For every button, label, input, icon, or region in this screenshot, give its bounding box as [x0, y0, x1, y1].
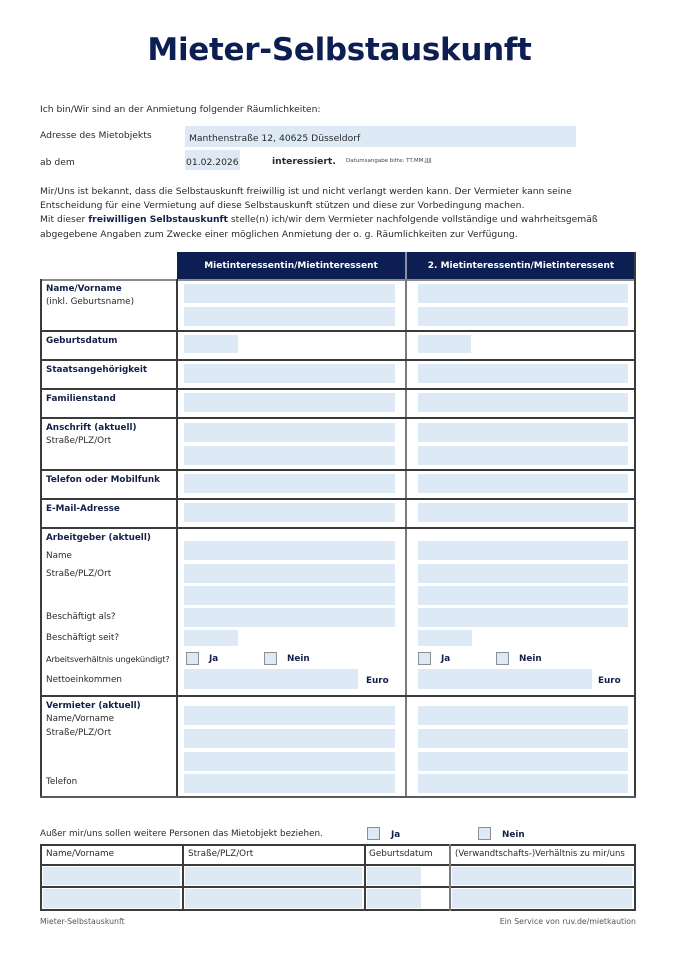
- income-field-1[interactable]: [184, 669, 358, 689]
- row-divider: [40, 527, 636, 529]
- others-header-birthdate: Geburtsdatum: [369, 849, 433, 859]
- employer-name-field-2[interactable]: [418, 541, 628, 560]
- disclaimer-line-1: Mir/Uns ist bekannt, dass die Selbstauskunft freiwillig ist und nicht verlangt werden kann. Der Vermieter kann seine: [40, 186, 572, 197]
- nationality-label: Staatsangehörigkeit: [46, 365, 148, 375]
- phone-field-1[interactable]: [184, 474, 395, 493]
- employer-label: Arbeitgeber (aktuell): [46, 533, 151, 543]
- others-relationship-field-1[interactable]: [452, 867, 632, 885]
- unterminated-yes-label-2: Ja: [441, 654, 451, 664]
- label-col-border: [176, 279, 178, 798]
- employer-street-field-2a[interactable]: [418, 564, 628, 583]
- income-label: Nettoeinkommen: [46, 675, 122, 685]
- landlord-phone-field-2[interactable]: [418, 774, 628, 793]
- table-right-border: [634, 252, 636, 798]
- address-row-sublabel: Straße/PLZ/Ort: [46, 436, 112, 446]
- others-header-relationship: (Verwandtschafts-)Verhältnis zu mir/uns: [455, 849, 625, 859]
- currency-label-2: Euro: [598, 676, 621, 686]
- current-address-field-1b[interactable]: [184, 446, 395, 465]
- table-top-border: [40, 279, 636, 281]
- disclaimer-line-4: abgegebene Angaben zum Zwecke einer möglichen Anmietung der o. g. Räumlichkeiten zur Verfügung.: [40, 228, 518, 240]
- marital-field-2[interactable]: [418, 393, 628, 412]
- name-sublabel: (inkl. Geburtsname): [46, 297, 134, 307]
- marital-label: Familienstand: [46, 394, 116, 404]
- email-label: E-Mail-Adresse: [46, 504, 120, 514]
- other-persons-question: Außer mir/uns sollen weitere Personen das Mietobjekt beziehen.: [40, 829, 323, 839]
- unterminated-no-label-1: Nein: [287, 654, 310, 664]
- row-divider: [40, 498, 636, 500]
- unterminated-yes-checkbox-2[interactable]: [418, 652, 431, 665]
- footer-left: Mieter-Selbstauskunft: [40, 917, 125, 926]
- employer-street-field-2b[interactable]: [418, 586, 628, 605]
- table-left-border: [40, 279, 42, 798]
- phone-label: Telefon oder Mobilfunk: [46, 475, 161, 485]
- disclaimer-line-3-post: stelle(n) ich/wir dem Vermieter nachfolgende vollständige und wahrheitsgemäß: [227, 214, 598, 226]
- name-field-1b[interactable]: [184, 307, 395, 326]
- income-field-2[interactable]: [418, 669, 592, 689]
- current-address-field-2b[interactable]: [418, 446, 628, 465]
- others-name-field-2[interactable]: [43, 889, 180, 908]
- landlord-name-field-2[interactable]: [418, 706, 628, 725]
- currency-label-1: Euro: [366, 676, 389, 686]
- landlord-street-field-2a[interactable]: [418, 729, 628, 748]
- others-relationship-field-2[interactable]: [452, 889, 632, 908]
- current-address-field-1a[interactable]: [184, 423, 395, 442]
- landlord-street-label: Straße/PLZ/Ort: [46, 728, 112, 738]
- row-divider: [40, 388, 636, 390]
- unterminated-no-checkbox-2[interactable]: [496, 652, 509, 665]
- others-row-divider: [40, 886, 636, 888]
- landlord-name-label: Name/Vorname: [46, 714, 115, 724]
- unterminated-label: Arbeitsverhältnis ungekündigt?: [46, 654, 170, 664]
- email-field-2[interactable]: [418, 503, 628, 522]
- marital-field-1[interactable]: [184, 393, 395, 412]
- col1-header: Mietinteressentin/Mietinteressent: [177, 252, 405, 280]
- employer-name-label: Name: [46, 551, 72, 561]
- date-format-hint: Datumsangabe bitte: TT.MM.JJJJ: [346, 158, 432, 164]
- from-label: ab dem: [40, 157, 75, 168]
- job-field-1[interactable]: [184, 608, 395, 627]
- email-field-1[interactable]: [184, 503, 395, 522]
- disclaimer-line-3-pre: Mit dieser: [40, 214, 89, 226]
- others-col-border: [182, 844, 184, 911]
- nationality-field-2[interactable]: [418, 364, 628, 383]
- others-table-top: [40, 844, 636, 846]
- header-divider: [405, 252, 407, 280]
- disclaimer-text: [40, 185, 640, 242]
- table-bottom-border: [40, 796, 636, 798]
- employed-since-field-1[interactable]: [184, 630, 238, 646]
- birthdate-field-2[interactable]: [418, 335, 471, 353]
- current-address-field-2a[interactable]: [418, 423, 628, 442]
- intro-line: Ich bin/Wir sind an der Anmietung folgender Räumlichkeiten:: [40, 104, 321, 115]
- property-address-value: Manthenstraße 12, 40625 Düsseldorf: [189, 133, 361, 144]
- others-header-divider: [40, 864, 636, 866]
- row-divider: [40, 330, 636, 332]
- middle-col-border: [405, 279, 407, 798]
- other-persons-yes-label: Ja: [391, 830, 401, 840]
- others-col-border: [40, 844, 42, 911]
- employed-since-field-2[interactable]: [418, 630, 472, 646]
- employer-street-label: Straße/PLZ/Ort: [46, 569, 112, 579]
- unterminated-yes-label-1: Ja: [209, 654, 219, 664]
- job-field-2[interactable]: [418, 608, 628, 627]
- disclaimer-bold: freiwilligen Selbstauskunft: [88, 214, 228, 226]
- move-in-date-value: 01.02.2026: [186, 157, 239, 168]
- other-persons-no-label: Nein: [502, 830, 525, 840]
- others-birthdate-field-1[interactable]: [367, 867, 421, 885]
- phone-field-2[interactable]: [418, 474, 628, 493]
- address-label: Adresse des Mietobjekts: [40, 130, 152, 141]
- page-title: Mieter-Selbstauskunft: [147, 32, 532, 68]
- nationality-field-1[interactable]: [184, 364, 395, 383]
- unterminated-no-label-2: Nein: [519, 654, 542, 664]
- landlord-phone-field-1[interactable]: [184, 774, 395, 793]
- name-field-2b[interactable]: [418, 307, 628, 326]
- job-label: Beschäftigt als?: [46, 612, 116, 622]
- others-col-border: [449, 844, 451, 911]
- row-divider: [40, 469, 636, 471]
- birthdate-field-1[interactable]: [184, 335, 238, 353]
- row-divider: [40, 695, 636, 697]
- employer-street-field-1b[interactable]: [184, 586, 395, 605]
- landlord-phone-label: Telefon: [46, 777, 78, 787]
- landlord-label: Vermieter (aktuell): [46, 701, 141, 711]
- landlord-street-field-1a[interactable]: [184, 729, 395, 748]
- others-col-border: [364, 844, 366, 911]
- footer-right: Ein Service von ruv.de/mietkaution: [499, 917, 636, 926]
- others-header-address: Straße/PLZ/Ort: [188, 849, 254, 859]
- name-label: Name/Vorname: [46, 284, 122, 294]
- others-col-border: [634, 844, 636, 911]
- unterminated-yes-checkbox-1[interactable]: [186, 652, 199, 665]
- move-in-date-field[interactable]: [185, 150, 240, 170]
- others-address-field-1[interactable]: [185, 867, 362, 885]
- others-birthdate-field-2[interactable]: [367, 889, 421, 908]
- landlord-street-field-2b[interactable]: [418, 752, 628, 771]
- other-persons-no-checkbox[interactable]: [478, 827, 491, 840]
- disclaimer-line-2: Entscheidung für eine Vermietung auf diese Selbstauskunft stützen und diese zur Vorbedingung machen.: [40, 200, 525, 212]
- row-divider: [40, 359, 636, 361]
- disclaimer-line-3: [40, 213, 640, 227]
- name-field-2a[interactable]: [418, 284, 628, 303]
- others-table-bottom: [40, 909, 636, 911]
- employed-since-label: Beschäftigt seit?: [46, 633, 120, 643]
- others-header-name: Name/Vorname: [46, 849, 115, 859]
- landlord-street-field-1b[interactable]: [184, 752, 395, 771]
- property-address-field[interactable]: [185, 126, 576, 147]
- unterminated-no-checkbox-1[interactable]: [264, 652, 277, 665]
- landlord-name-field-1[interactable]: [184, 706, 395, 725]
- employer-street-field-1a[interactable]: [184, 564, 395, 583]
- other-persons-yes-checkbox[interactable]: [367, 827, 380, 840]
- name-field-1a[interactable]: [184, 284, 395, 303]
- col2-header: 2. Mietinteressentin/Mietinteressent: [407, 252, 635, 280]
- others-address-field-2[interactable]: [185, 889, 362, 908]
- address-row-label: Anschrift (aktuell): [46, 423, 137, 433]
- birthdate-label: Geburtsdatum: [46, 336, 118, 346]
- others-name-field-1[interactable]: [43, 867, 180, 885]
- row-divider: [40, 417, 636, 419]
- employer-name-field-1[interactable]: [184, 541, 395, 560]
- interested-text: interessiert.: [272, 156, 336, 167]
